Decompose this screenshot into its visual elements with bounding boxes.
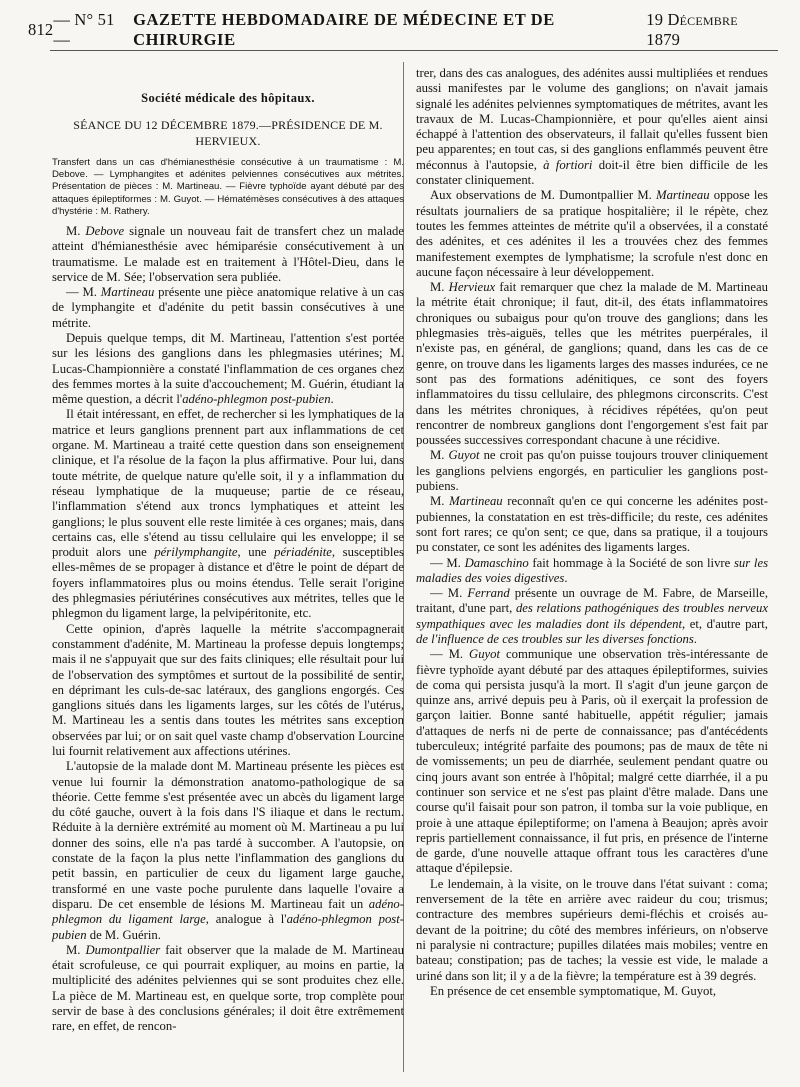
paragraph-opinion: Cette opinion, d'après laquelle la métrite s'accompagnerait constamment d'adénite, M. Martineau la professe depuis longtemps; mais il ne s'appuyait que sur des faits cliniques; elle résultait pour lui de l'observation des symptômes et surtout de la possibilité de sentir, en déprimant les culs-de-sac latéraux, des ganglions engorgés. Ces ganglions situés dans les ligaments larges, sur les côtés de l'utérus, M. Martineau les a sentis dans toutes les métrites sans exception observées par lui; or on sait quel vaste champ d'observation Lourcine lui fournit relativement aux affections utérines. — [52, 621, 404, 758]
paragraph-ferrand: — M. Ferrand présente un ouvrage de M. Fabre, de Marseille, traitant, d'une part, des relations pathogéniques des troubles nerveux sympathiques avec les maladies dont ils dépendent, et, d'autre part, de l'influence de ces troubles sur les diverses fonctions. — [416, 586, 769, 646]
paragraph-martineau-post-pubien: M. Martineau reconnaît qu'en ce qui concerne les adénites post-pubiennes, la constatation en est très-difficile; du reste, ces adénites sont fort rares; ce qu'on sent; ce que, dans sa pratique, il a toujours pu constater, ce sont les adénites des ligaments larges. — [416, 494, 769, 555]
paragraph-guyot-remark: M. Guyot ne croit pas qu'on puisse toujours trouver cliniquement les ganglions pelviens engorgés, en particulier les ganglions post-pubiens. — [416, 448, 768, 494]
header-rule — [50, 50, 778, 51]
issue-number: — N° 51 — — [53, 10, 115, 49]
paragraph-final: En présence de cet ensemble symptomatique, M. Guyot, — [430, 983, 717, 998]
paragraph-autopsy: L'autopsie de la malade dont M. Martineau présente les pièces est venue lui fournir la démonstration anatomo-pathologique de sa théorie. Cette femme s'est présentée avec un abcès du ligament large du côté gauche, ouvert à la fois dans l'S iliaque et dans le rectum. Réduite à la dernière extrémité au moment où M. Martineau a pu lui donner des soins, elle n'a pas tardé à succomber. A l'autopsie, on constate de la façon la plus nette l'inflammation des ganglions du petit bassin, en particulier de ceux du ligament large gauche, transformé en une vaste poche purulente dans laquelle l'ovaire a disparu. De cet ensemble de lésions M. Martineau fait un adéno-phlegmon du ligament large, analogue à l'adéno-phlegmon post-pubien de M. Guérin. — [52, 759, 404, 942]
paragraph-theory: Il était intéressant, en effet, de rechercher si les lymphatiques de la matrice et leurs ganglions prennent part aux inflammations de cet organe. M. Martineau a traité cette question dans son enseignement clinique, et l'a résolue de la façon la plus affirmative. Pour lui, dans toute métrite, de quelque nature qu'elle soit, il y a inflammation du réseau lymphatique de la muqueuse; partie de ce réseau, l'inflammation s'étend aux troncs lymphatiques et atteint les ganglions; le plus souvent elle reste limitée à ces organes; mais, dans certains cas, elle s'étend au tissu cellulaire qui les enveloppe; il se produit alors une périlymphangite, une périadénite, susceptibles elles-mêmes de se propager à distance et d'être le point de départ de foyers inflammatoires plus ou moins étendus. Telle serait l'origine des phlegmasies périutérines consécutives aux métrites, telles que le phlegmon du ligament large, la pelvipéritonite, etc. — [52, 407, 404, 621]
paragraph-guyot-case: — M. Guyot communique une observation très-intéressante de fièvre typhoïde ayant débuté par des attaques épileptiformes, suivies de coma qui persista jusqu'à la mort. Il s'agit d'un jeune garçon de quinze ans, arrivé depuis peu à Paris, où il exerçait la profession de garçon laitier. Bonne santé habituelle, appétit régulier; jamais d'attaques de nerfs ni de perte de connaissance; pas d'antécédents tuberculeux; intégrité parfaite des poumons; pas de maux de tête ni de vomissements; un peu de diarrhée, seulement pendant quatre ou cinq jours avant son entrée à l'hôpital; malgré cette diarrhée, il a pu continuer son service et ne s'est pas plaint d'être malade. Dans une course qu'il faisait pour son patron, il tomba sur la voie publique, en proie à une attaque épileptiforme; on l'amena à Beaujon; après avoir repris partiellement connaissance, il fut pris, en présence de l'interne de garde, d'une nouvelle attaque offrant tous les caractères d'une attaque d'épilepsie. — [416, 647, 768, 876]
paragraph-dumontpallier: M. Dumontpallier fait observer que la malade de M. Martineau était scrofuleuse, ce qui pourrait expliquer, au moins en partie, la multiplicité des adénites pelviennes qui se sont produites chez elle. La pièce de M. Martineau est, en quelque sorte, trop complète pour servir de base à des conclusions générales; il doit être extrêmement rare, en effet, de rencon- — [52, 942, 404, 1034]
paragraph-damaschino: — M. Damaschino fait hommage à la Société de son livre sur les maladies des voies digestives. — [416, 555, 769, 585]
paragraph-hervieux: M. Hervieux fait remarquer que chez la malade de M. Martineau la métrite était chronique; il faut, dit-il, des états inflammatoires chroniques ou subaigus pour qu'on trouve des ganglions; dans les phlegmasies très-aiguës, telles que les métrites puerpérales, il n'existe pas, en général, de ganglions; quand, dans les cas de ce genre, on trouve dans les ligaments larges des masses indurées, ce ne sont pas des formations adénitiques, ce sont des foyers inflammatoires du tissu cellulaire, des phlegmons circonscrits. C'est dans les métrites chroniques, à récidives répétées, qu'on peut rencontrer de nombreux ganglions dont l'engorgement s'est fait par poussées successives correspondant chacune à une récidive. — [416, 280, 768, 448]
paragraph-history: Depuis quelque temps, dit M. Martineau, l'attention s'est portée sur les lésions des ganglions dans les phlegmasies utérines; M. Lucas-Championnière a constaté l'inflammation de ces organes chez des femmes mortes à la suite d'accouchement; M. Guérin, étudiant la même question, a décrit l'adéno-phlegmon post-pubien. — [52, 330, 404, 407]
paragraph-martineau-intro: — M. Martineau présente une pièce anatomique relative à un cas de lymphangite et d'adénite du petit bassin consécutives à une métrite. — [52, 285, 404, 330]
session-summary: Transfert dans un cas d'hémianesthésie consécutive à un traumatisme : M. Debove. — Lymphangites et adénites pelviennes consécutives aux métrites. Présentation de pièces : M. Martineau. — Fièvre typhoïde ayant débuté par des attaques épileptiformes : M. Guyot. — Hématémèses consécutives à des attaques d'hystérie : M. Rathery. — [52, 156, 404, 217]
journal-title: GAZETTE HEBDOMADAIRE DE MÉDECINE ET DE CHIRURGIE — [133, 10, 555, 49]
paragraph-continuation: trer, dans des cas analogues, des adénites aussi multipliées et rendues aussi manifestes par le volume des ganglions; on n'avait jamais signalé les adénites pelviennes symptomatiques de métrites, avant les travaux de M. Lucas-Championnière, et pour qu'elles aient ainsi échappé à l'attention des observateurs, il fallait qu'elles fussent bien peu apparentes; en tout cas, si des ganglions enflammés peuvent être méconnus à l'autopsie, à fortiori doit-il être bien difficile de les constater cliniquement. — [416, 66, 768, 188]
issue-date: 19 Décembre 1879 — [646, 10, 738, 49]
seance-line: SÉANCE DU 12 DÉCEMBRE 1879.—PRÉSIDENCE DE M. HERVIEUX. — [73, 118, 383, 148]
page-header — [28, 10, 772, 50]
paragraph-next-day: Le lendemain, à la visite, on le trouve dans l'état suivant : coma; renversement de la tête en arrière avec raideur du cou; trismus; contracture des membres supérieurs demi-fléchis et croisés au-devant de la poitrine; du côté des membres inférieurs, on n'observe ni paralysie ni contracture; pupilles dilatées mais mobiles; ventre en bateau; constipation; pas de taches; la vessie est vide, le malade a uriné dans son lit; il y a de la fièvre; la température est à 39 degrés. — [416, 876, 768, 983]
paragraph-debove: M. Debove signale un nouveau fait de transfert chez un malade atteint d'hémianesthésie avec hémiparésie consécutivement à un traumatisme. Le malade est en traitement à l'Hôtel-Dieu, dans le service de M. Sée; l'observation sera publiée. — [52, 223, 404, 284]
paragraph-martineau-reply: Aux observations de M. Dumontpallier M. Martineau oppose les résultats journaliers de sa pratique hospitalière; il le répète, chez toutes les femmes atteintes de métrite qu'il a observées, il a constaté des adénites, et ces adénites il les a trouvées chez des femmes manifestement exemptes de lymphatisme; la scrofule n'est donc en aucune façon nécessaire à leur développement. — [416, 188, 768, 279]
right-column — [416, 66, 768, 999]
left-column — [52, 63, 404, 1035]
society-title: Société médicale des hôpitaux. — [141, 91, 315, 105]
page-number: 812 — [28, 20, 54, 39]
